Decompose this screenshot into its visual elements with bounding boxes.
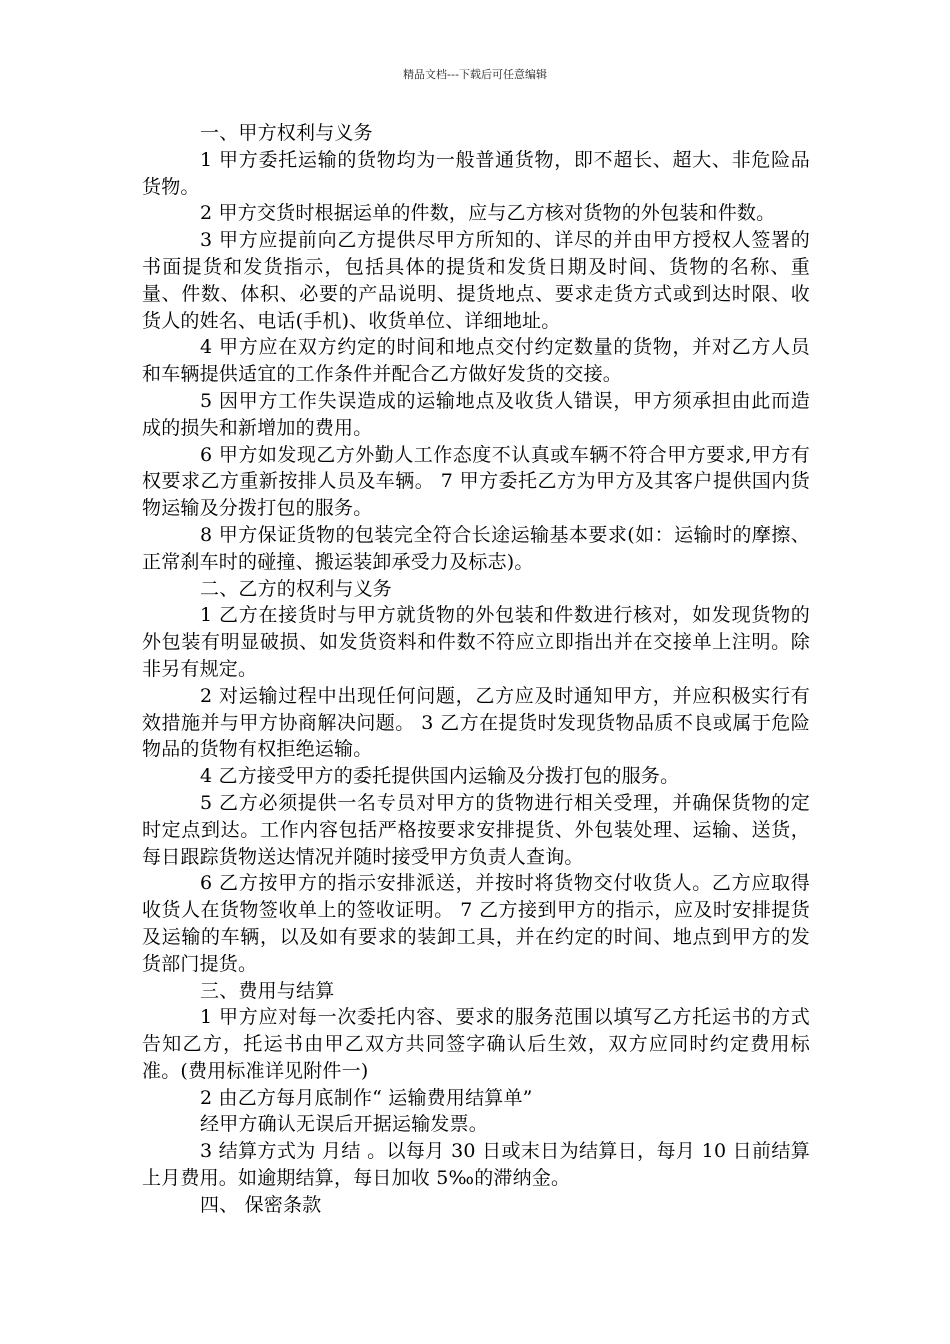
paragraph: 经甲方确认无误后开据运输发票。 (200, 1113, 489, 1136)
section-heading-4: 四、 保密条款 (200, 1193, 322, 1216)
paragraph: 4 乙方接受甲方的委托提供国内运输及分拨打包的服务。 (200, 765, 680, 788)
paragraph: 6 甲方如发现乙方外勤人工作态度不认真或车辆不符合甲方要求,甲方有权要求乙方重新按排人员及车辆。 7 甲方委托乙方为甲方及其客户提供国内货物运输及分拨打包的服务。 (142, 443, 810, 520)
paragraph: 2 对运输过程中出现任何问题，乙方应及时通知甲方，并应积极实行有效措施并与甲方协商解决问题。 3 乙方在提货时发现货物品质不良或属于危险物品的货物有权拒绝运输。 (142, 684, 810, 761)
paragraph: 5 因甲方工作失误造成的运输地点及收货人错误，甲方须承担由此而造成的损失和新增加的费用。 (142, 389, 810, 439)
paragraph: 1 乙方在接货时与甲方就货物的外包装和件数进行核对，如发现货物的外包装有明显破损、如发货资料和件数不符应立即指出并在交接单上注明。除非另有规定。 (142, 604, 810, 680)
paragraph: 3 结算方式为 月结 。以每月 30 日或末日为结算日，每月 10 日前结算上月费用。如逾期结算，每日加收 5‰的滞纳金。 (142, 1140, 810, 1190)
paragraph: 3 甲方应提前向乙方提供尽甲方所知的、详尽的并由甲方授权人签署的书面提货和发货指示，包括具体的提货和发货日期及时间、货物的名称、重量、件数、体积、必要的产品说明、提货地点、要求走货方式或到达时限、收货人的姓名、电话(手机)、收货单位、详细地址。 (142, 229, 810, 332)
paragraph: 2 甲方交货时根据运单的件数，应与乙方核对货物的外包装和件数。 (200, 202, 776, 225)
paragraph: 5 乙方必须提供一名专员对甲方的货物进行相关受理，并确保货物的定时定点到达。工作内容包括严格按要求安排提货、外包装处理、运输、送货，每日跟踪货物送达情况并随时接受甲方负责人查询。 (142, 791, 810, 868)
paragraph: 8 甲方保证货物的包装完全符合长途运输基本要求(如：运输时的摩擦、正常刹车时的碰撞、搬运装卸承受力及标志)。 (142, 523, 810, 573)
page-header: 精品文档---下载后可任意编辑 (403, 68, 547, 81)
paragraph: 1 甲方应对每一次委托内容、要求的服务范围以填写乙方托运书的方式告知乙方，托运书由甲乙双方共同签字确认后生效，双方应同时约定费用标准。(费用标准详见附件一) (142, 1006, 810, 1082)
document-body (142, 120, 810, 1219)
paragraph: 4 甲方应在双方约定的时间和地点交付约定数量的货物，并对乙方人员和车辆提供适宜的工作条件并配合乙方做好发货的交接。 (142, 336, 810, 386)
section-heading-1: 一、甲方权利与义务 (200, 122, 373, 144)
paragraph: 2 由乙方每月底制作“ 运输费用结算单” (200, 1086, 533, 1109)
paragraph: 1 甲方委托运输的货物均为一般普通货物，即不超长、超大、非危险品货物。 (142, 148, 810, 198)
section-heading-2: 二、乙方的权利与义务 (200, 577, 393, 600)
section-heading-3: 三、费用与结算 (200, 979, 335, 1002)
paragraph: 6 乙方按甲方的指示安排派送，并按时将货物交付收货人。乙方应取得收货人在货物签收单上的签收证明。 7 乙方接到甲方的指示，应及时安排提货及运输的车辆，以及如有要求的装卸工具，并在约定的时间、地点到甲方的发货部门提货。 (142, 872, 810, 975)
